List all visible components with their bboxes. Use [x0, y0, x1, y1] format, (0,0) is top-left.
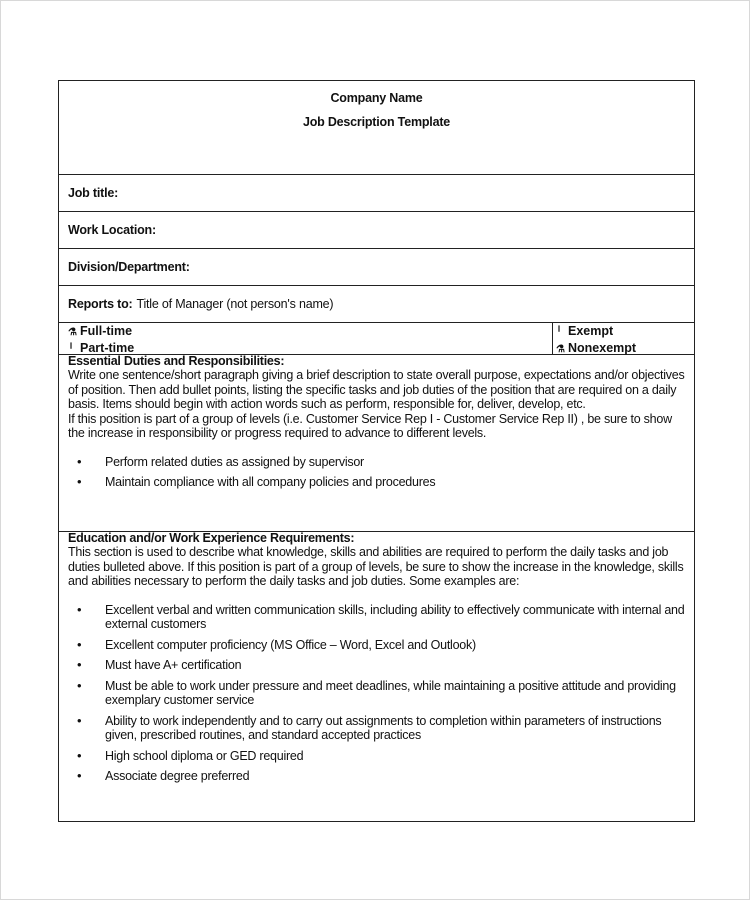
exempt-label: Exempt — [568, 324, 614, 338]
part-time-option[interactable] — [68, 341, 134, 358]
duties-section — [59, 355, 694, 532]
job-description-table — [58, 80, 695, 822]
education-paragraph: This section is used to describe what knowledge, skills and abilities are required to perform the daily tasks and job duties bulleted above. If this position is part of a group of levels, be sure to show the increase in the knowledge, skills and abilities necessary to perform the daily tasks and job duties. Some examples are: — [68, 545, 684, 588]
job-title-field — [59, 175, 694, 212]
reports-to-field — [59, 286, 694, 323]
list-item: • Excellent computer proficiency (MS Office – Word, Excel and Outlook) — [77, 636, 476, 652]
list-item: • Associate degree preferred — [77, 768, 250, 783]
part-time-label: Part-time — [80, 340, 135, 355]
bullet-icon: • — [77, 768, 82, 783]
exempt-option[interactable] — [556, 324, 636, 341]
list-item: • Must have A+ certification — [77, 657, 242, 672]
nonexempt-option[interactable] — [556, 341, 636, 358]
list-item: • High school diploma or GED required — [77, 747, 304, 763]
division-label: Division/Department: — [68, 260, 190, 274]
bullet-icon: • — [77, 677, 82, 693]
document-header — [59, 81, 694, 175]
checkbox-icon: ⚗ — [68, 327, 77, 338]
list-item: • Ability to work independently and to carry out assignments to completion within parameters of instructions given, prescribed routines, and standard accepted practices — [77, 712, 662, 742]
education-section — [59, 532, 694, 822]
bullet-icon: • — [77, 712, 82, 728]
list-item: • Must be able to work under pressure and meet deadlines, while maintaining a positive attitude and providing exemplary customer service — [77, 677, 676, 707]
checkbox-icon: ╵ — [68, 343, 75, 355]
list-item: • Perform related duties as assigned by supervisor — [77, 453, 364, 469]
bullet-icon: • — [77, 636, 82, 652]
duties-list — [68, 455, 685, 490]
education-list — [68, 603, 685, 784]
company-name: Company Name — [330, 91, 423, 105]
checkbox-icon: ╵ — [556, 327, 563, 338]
bullet-icon: • — [77, 657, 82, 672]
full-time-option[interactable] — [68, 324, 134, 341]
checkbox-icon: ⚗ — [556, 343, 565, 355]
duties-levels-paragraph: If this position is part of a group of levels (i.e. Customer Service Rep I - Customer Service Rep II) , be sure to show the increase in responsibility or progress required to advance to different levels. — [68, 411, 672, 440]
exemption-options — [556, 324, 636, 357]
bullet-icon: • — [77, 474, 82, 489]
duties-paragraph: Write one sentence/short paragraph giving a brief description to state overall purpose, expectations and/or objectives of position. Then add bullet points, listing the specific tasks and job duties of the position that are required on a daily basis. Items should begin with action words such as perform, responsible for, deliver, develop, etc. — [68, 368, 685, 411]
list-item: • Excellent verbal and written communication skills, including ability to effectively communicate with internal and external customers — [77, 601, 685, 631]
reports-to-value: Title of Manager (not person's name) — [136, 297, 334, 311]
list-item: • Maintain compliance with all company policies and procedures — [77, 474, 436, 489]
reports-to-label: Reports to: — [68, 297, 133, 311]
status-divider — [552, 323, 553, 354]
nonexempt-label: Nonexempt — [568, 340, 637, 355]
employment-type-options — [68, 324, 134, 357]
work-location-label: Work Location: — [68, 223, 156, 237]
full-time-label: Full-time — [80, 324, 133, 338]
duties-title: Essential Duties and Responsibilities: — [68, 354, 285, 368]
employment-status-row — [59, 323, 694, 355]
bullet-icon: • — [77, 747, 82, 763]
division-field — [59, 249, 694, 286]
job-title-label: Job title: — [68, 186, 119, 200]
bullet-icon: • — [77, 453, 82, 469]
template-title: Job Description Template — [302, 115, 451, 129]
education-title: Education and/or Work Experience Requirements: — [68, 531, 355, 545]
work-location-field — [59, 212, 694, 249]
bullet-icon: • — [77, 601, 82, 617]
